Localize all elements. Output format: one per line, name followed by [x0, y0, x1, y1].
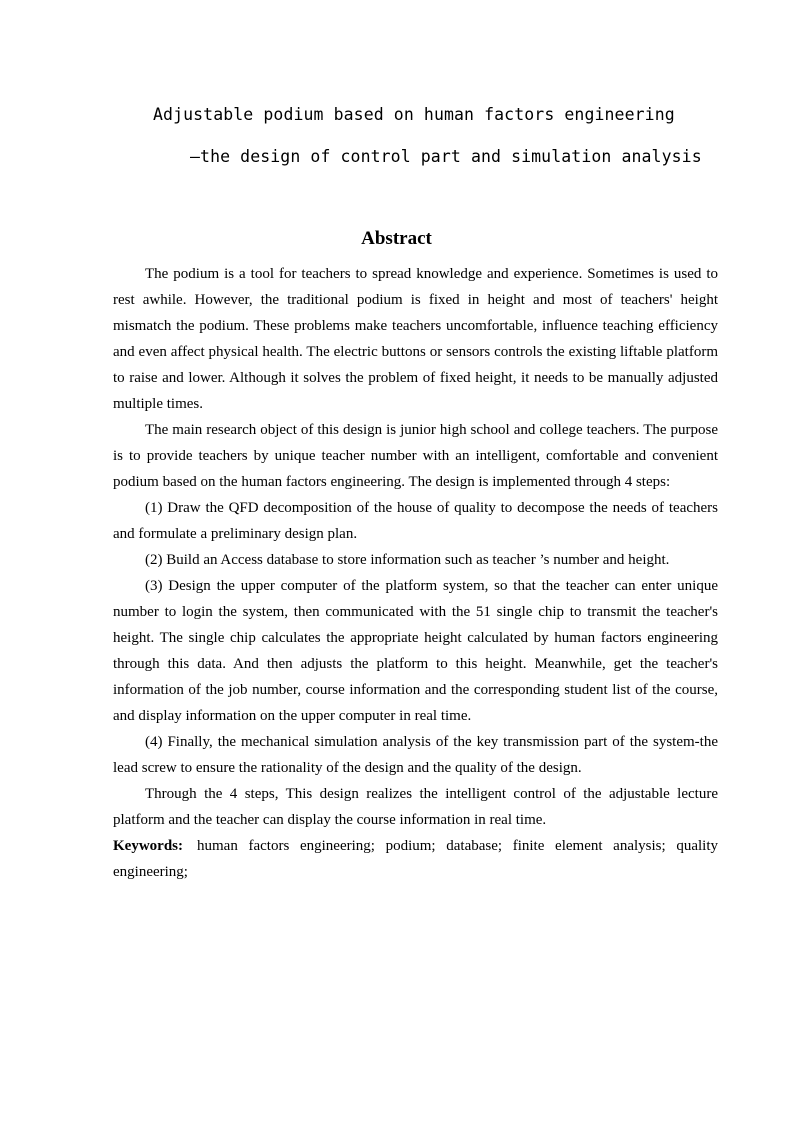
abstract-body [113, 261, 718, 885]
abstract-paragraph: The main research object of this design is junior high school and college teachers. The purpose is to provide teachers by unique teacher number with an intelligent, comfortable and convenient podium based on the human factors engineering. The design is implemented through 4 steps: [113, 422, 718, 490]
title-subtitle: —the design of control part and simulation analysis [190, 147, 702, 166]
title-main: Adjustable podium based on human factors engineering [153, 105, 675, 124]
keywords-label: Keywords: [113, 838, 183, 854]
abstract-paragraph: (2) Build an Access database to store information such as teacher ’s number and height. [145, 552, 670, 568]
abstract-paragraph: Through the 4 steps, This design realizes the intelligent control of the adjustable lecture platform and the teacher can display the course information in real time. [113, 786, 718, 828]
keywords-line [113, 833, 718, 885]
abstract-paragraph: (1) Draw the QFD decomposition of the house of quality to decompose the needs of teachers and formulate a preliminary design plan. [113, 500, 718, 542]
abstract-paragraph: (3) Design the upper computer of the platform system, so that the teacher can enter unique number to login the system, then communicated with the 51 single chip to transmit the teacher's height. The single chip calculates the appropriate height calculated by human factors engineering through this data. And then adjusts the platform to this height. Meanwhile, get the teacher's information of the job number, course information and the corresponding student list of the course, and display information on the upper computer in real time. [113, 578, 718, 724]
keywords-text: human factors engineering; podium; database; finite element analysis; quality engineering; [113, 838, 718, 880]
abstract-paragraph: (4) Finally, the mechanical simulation analysis of the key transmission part of the system-the lead screw to ensure the rationality of the design and the quality of the design. [113, 734, 718, 776]
abstract-heading: Abstract [361, 228, 432, 249]
abstract-paragraph: The podium is a tool for teachers to spread knowledge and experience. Sometimes is used to rest awhile. However, the traditional podium is fixed in height and most of teachers' height mismatch the podium. These problems make teachers uncomfortable, influence teaching efficiency and even affect physical health. The electric buttons or sensors controls the existing liftable platform to raise and lower. Although it solves the problem of fixed height, it needs to be manually adjusted multiple times. [113, 266, 718, 412]
